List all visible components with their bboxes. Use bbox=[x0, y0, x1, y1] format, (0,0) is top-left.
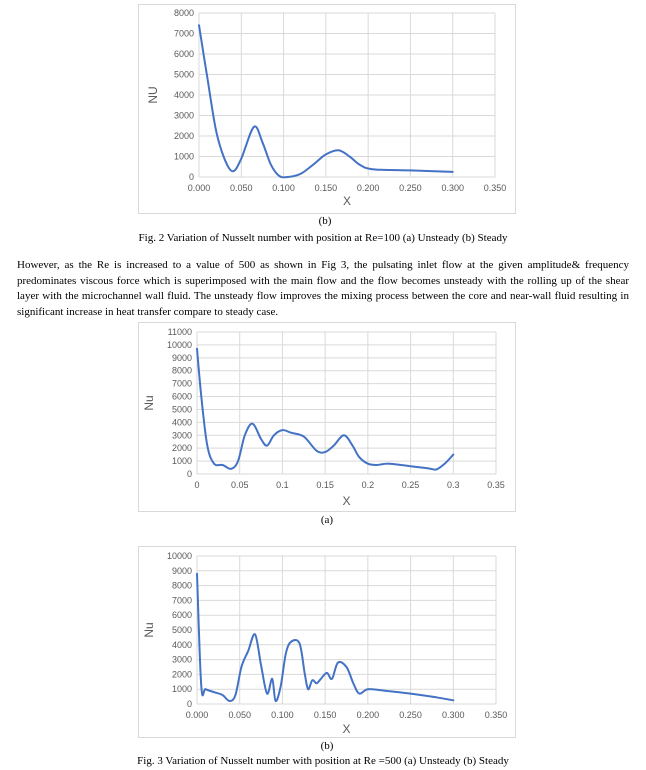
fig3b-x-tick-label: 0.050 bbox=[228, 710, 251, 720]
chart-fig2b bbox=[138, 4, 516, 214]
fig3a-x-tick-label: 0.35 bbox=[487, 480, 505, 490]
fig3b-y-tick-label: 8000 bbox=[171, 580, 192, 591]
fig3a-y-tick-label: 1000 bbox=[171, 456, 192, 467]
fig3b-x-tick-label: 0.250 bbox=[399, 710, 422, 720]
chart-fig3b-svg bbox=[139, 547, 515, 737]
fig2-caption: Fig. 2 Variation of Nusselt number with position at Re=100 (a) Unsteady (b) Steady bbox=[138, 232, 508, 244]
fig3b-x-tick-label: 0.150 bbox=[313, 710, 337, 720]
fig2b-y-tick-label: 2000 bbox=[173, 131, 194, 141]
fig2b-y-tick-label: 8000 bbox=[173, 8, 194, 18]
fig2b-x-tick-label: 0.250 bbox=[399, 183, 422, 193]
fig2b-y-tick-label: 1000 bbox=[173, 151, 194, 162]
fig3b-y-tick-label: 10000 bbox=[166, 551, 192, 561]
fig3a-x-tick-label: 0 bbox=[194, 480, 200, 490]
chart-fig3b bbox=[138, 546, 516, 738]
fig2b-x-tick-label: 0.150 bbox=[314, 183, 338, 193]
fig3b-y-tick-label: 3000 bbox=[171, 654, 192, 665]
fig3b-x-tick-label: 0.000 bbox=[185, 710, 209, 720]
fig3b-y-tick-label: 9000 bbox=[171, 565, 192, 576]
fig2b-y-tick-label: 6000 bbox=[173, 49, 194, 59]
fig3a-y-axis-title: Nu bbox=[142, 395, 156, 411]
fig3a-x-tick-label: 0.15 bbox=[316, 480, 334, 490]
fig3a-y-tick-label: 9000 bbox=[171, 352, 192, 363]
fig2b-x-axis-title: X bbox=[342, 194, 352, 208]
fig3a-y-tick-label: 6000 bbox=[171, 391, 192, 402]
fig2b-y-tick-label: 0 bbox=[188, 172, 194, 182]
fig3a-subcaption: (a) bbox=[320, 514, 334, 526]
fig3a-x-tick-label: 0.25 bbox=[401, 480, 420, 490]
fig3b-y-tick-label: 2000 bbox=[171, 669, 192, 680]
fig2b-x-tick-label: 0.000 bbox=[187, 183, 211, 193]
fig3a-x-tick-label: 0.1 bbox=[276, 480, 289, 490]
fig3a-y-tick-label: 4000 bbox=[171, 417, 192, 428]
fig3a-x-axis-title: X bbox=[342, 494, 351, 508]
body-paragraph: However, as the Re is increased to a value of 500 as shown in Fig 3, the pulsating inlet flow at the given amplitude& frequency predominates viscous force which is superimposed with the main flow and the flow becomes unsteady with the rolling up of the shear layer with the microchannel wall fluid. The unsteady flow improves the mixing process between the core and near-wall fluid resulting in significant increase in heat transfer compare to steady case. bbox=[17, 259, 629, 318]
fig3a-y-tick-label: 2000 bbox=[171, 443, 192, 454]
fig3a-y-tick-label: 8000 bbox=[171, 365, 192, 376]
fig3b-x-tick-label: 0.300 bbox=[442, 710, 465, 720]
fig3a-y-tick-label: 0 bbox=[186, 469, 192, 479]
fig3a-x-tick-label: 0.05 bbox=[230, 480, 249, 490]
chart-fig3a-svg bbox=[139, 323, 515, 511]
fig3a-x-tick-label: 0.2 bbox=[361, 480, 375, 490]
fig2b-x-tick-label: 0.050 bbox=[230, 183, 253, 193]
fig3b-y-tick-label: 4000 bbox=[171, 639, 192, 650]
fig2b-y-axis-title: NU bbox=[146, 86, 160, 104]
chart-fig2b-svg bbox=[139, 5, 515, 213]
fig2b-subcaption: (b) bbox=[318, 215, 332, 227]
fig3a-y-tick-label: 11000 bbox=[167, 327, 192, 337]
fig3b-x-tick-label: 0.350 bbox=[484, 710, 508, 720]
fig3a-y-tick-label: 3000 bbox=[171, 430, 192, 441]
fig3a-x-tick-label: 0.3 bbox=[447, 480, 460, 490]
fig2b-x-tick-label: 0.300 bbox=[441, 183, 464, 193]
fig3b-y-tick-label: 0 bbox=[186, 699, 192, 709]
fig2b-y-tick-label: 5000 bbox=[173, 69, 194, 80]
fig3b-x-tick-label: 0.200 bbox=[356, 710, 380, 720]
chart-fig3a bbox=[138, 322, 516, 512]
fig2b-y-tick-label: 3000 bbox=[173, 110, 194, 121]
fig2b-y-tick-label: 7000 bbox=[173, 28, 194, 39]
fig2b-x-tick-label: 0.350 bbox=[483, 183, 507, 193]
fig3a-y-tick-label: 5000 bbox=[171, 404, 192, 415]
fig3b-subcaption: (b) bbox=[320, 740, 334, 752]
fig2b-y-tick-label: 4000 bbox=[173, 90, 194, 100]
fig3b-x-axis-title: X bbox=[342, 722, 351, 736]
fig3b-y-tick-label: 5000 bbox=[171, 625, 192, 635]
fig3a-y-tick-label: 10000 bbox=[166, 339, 192, 350]
fig3a-y-tick-label: 7000 bbox=[171, 378, 192, 389]
fig3b-y-axis-title: Nu bbox=[142, 622, 156, 638]
fig3b-y-tick-label: 6000 bbox=[171, 610, 192, 621]
fig3b-y-tick-label: 7000 bbox=[171, 595, 192, 606]
fig3b-x-tick-label: 0.100 bbox=[271, 710, 294, 720]
fig3-caption: Fig. 3 Variation of Nusselt number with position at Re =500 (a) Unsteady (b) Steady bbox=[137, 755, 509, 767]
fig3b-y-tick-label: 1000 bbox=[171, 684, 192, 695]
fig2b-x-tick-label: 0.200 bbox=[356, 183, 380, 193]
fig2b-x-tick-label: 0.100 bbox=[272, 183, 295, 193]
